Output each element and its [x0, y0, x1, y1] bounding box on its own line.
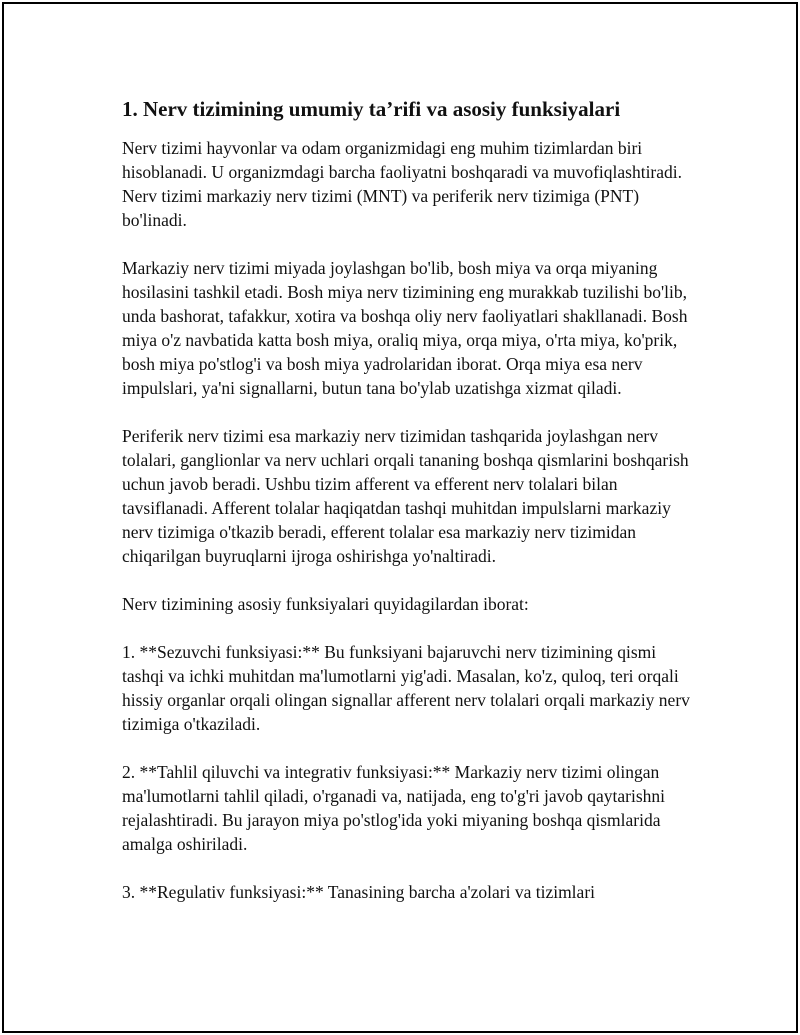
list-item-regulatory-function: 3. **Regulativ funksiyasi:** Tanasining barcha a'zolari va tizimlari	[122, 882, 596, 902]
document-title: 1. Nerv tizimining umumiy ta’rifi va asosiy funksiyalari	[122, 97, 621, 121]
paragraph-central-nervous-system: Markaziy nerv tizimi miyada joylashgan bo'lib, bosh miya va orqa miyaning hosilasini tashkil etadi. Bosh miya nerv tizimining eng murakkab tuzilishi bo'lib, unda bashorat, tafakkur, xotira va boshqa oliy nerv faoliyatlari shakllanadi. Bosh miya o'z navbatida katta bosh miya, oraliq miya, orqa miya, o'rta miya, ko'prik, bosh miya po'stlog'i va bosh miya yadrolaridan iborat. Orqa miya esa nerv impulslari, ya'ni signallarni, butun tana bo'ylab uzatishga xizmat qiladi.	[122, 258, 688, 398]
list-item-sensory-function: 1. **Sezuvchi funksiyasi:** Bu funksiyani bajaruvchi nerv tizimining qismi tashqi va ichki muhitdan ma'lumotlarni yig'adi. Masalan, ko'z, quloq, teri orqali hissiy organlar orqali olingan signallar afferent nerv tolalari orqali markaziy nerv tizimiga o'tkaziladi.	[122, 642, 690, 734]
paragraph-functions-intro: Nerv tizimining asosiy funksiyalari quyidagilardan iborat:	[122, 594, 529, 614]
document-body	[122, 95, 692, 928]
paragraph-peripheral-nervous-system: Periferik nerv tizimi esa markaziy nerv tizimidan tashqarida joylashgan nerv tolalari, ganglionlar va nerv uchlari orqali tananing boshqa qismlarini boshqarish uchun javob beradi. Ushbu tizim afferent va efferent nerv tolalari bilan tavsiflanadi. Afferent tolalar haqiqatdan tashqi muhitdan impulslarni markaziy nerv tizimiga o'tkazib beradi, efferent tolalar esa markaziy nerv tizimidan chiqarilgan buyruqlarni ijroga oshirishga yo'naltiradi.	[122, 426, 689, 566]
page-frame	[2, 2, 798, 1033]
paragraph-intro: Nerv tizimi hayvonlar va odam organizmidagi eng muhim tizimlardan biri hisoblanadi. U organizmdagi barcha faoliyatni boshqaradi va muvofiqlashtiradi. Nerv tizimi markaziy nerv tizimi (MNT) va periferik nerv tizimiga (PNT) bo'linadi.	[122, 138, 683, 230]
list-item-integrative-function: 2. **Tahlil qiluvchi va integrativ funksiyasi:** Markaziy nerv tizimi olingan ma'lumotlarni tahlil qiladi, o'rganadi va, natijada, eng to'g'ri javob qaytarishni rejalashtiradi. Bu jarayon miya po'stlog'ida yoki miyaning boshqa qismlarida amalga oshiriladi.	[122, 762, 665, 854]
